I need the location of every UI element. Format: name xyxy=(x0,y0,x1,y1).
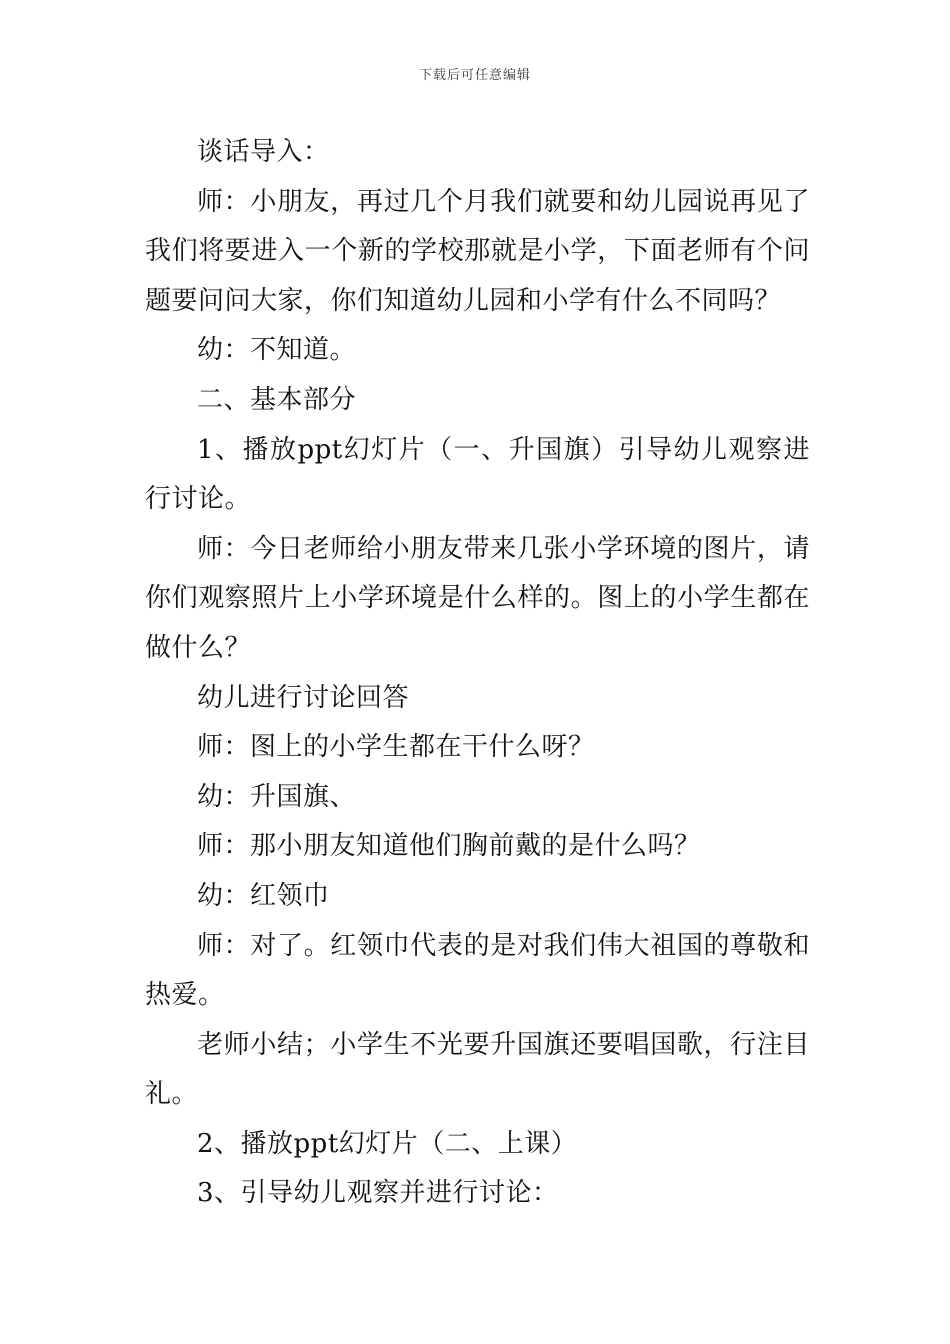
paragraph: 幼：不知道。 xyxy=(197,335,357,366)
paragraph: 师：小朋友，再过几个月我们就要和幼儿园说再见了我们将要进入一个新的学校那就是小学，下面老师有个问题要问问大家，你们知道幼儿园和小学有什么不同吗？ xyxy=(145,186,810,316)
paragraph: 3、引导幼儿观察并进行讨论： xyxy=(197,1178,559,1209)
paragraph: 师：图上的小学生都在干什么呀？ xyxy=(197,732,595,763)
paragraph: 幼：升国旗、 xyxy=(197,781,357,812)
paragraph: 幼：红领巾 xyxy=(197,880,330,911)
paragraph: 师：对了。红领巾代表的是对我们伟大祖国的尊敬和热爱。 xyxy=(145,930,810,1011)
paragraph: 1、播放ppt幻灯片（一、升国旗）引导幼儿观察进行讨论。 xyxy=(145,434,810,515)
paragraph: 师：今日老师给小朋友带来几张小学环境的图片，请你们观察照片上小学环境是什么样的。图上的小学生都在做什么？ xyxy=(145,533,810,663)
paragraph: 老师小结；小学生不光要升国旗还要唱国歌，行注目礼。 xyxy=(145,1029,810,1110)
paragraph: 师：那小朋友知道他们胸前戴的是什么吗？ xyxy=(197,831,701,862)
section-heading: 二、基本部分 xyxy=(197,384,357,415)
paragraph: 谈话导入： xyxy=(197,137,330,167)
paragraph: 2、播放ppt幻灯片（二、上课） xyxy=(197,1128,578,1159)
paragraph: 幼儿进行讨论回答 xyxy=(197,682,410,713)
document-body xyxy=(145,128,810,1219)
page-header: 下载后可任意编辑 xyxy=(418,68,531,83)
